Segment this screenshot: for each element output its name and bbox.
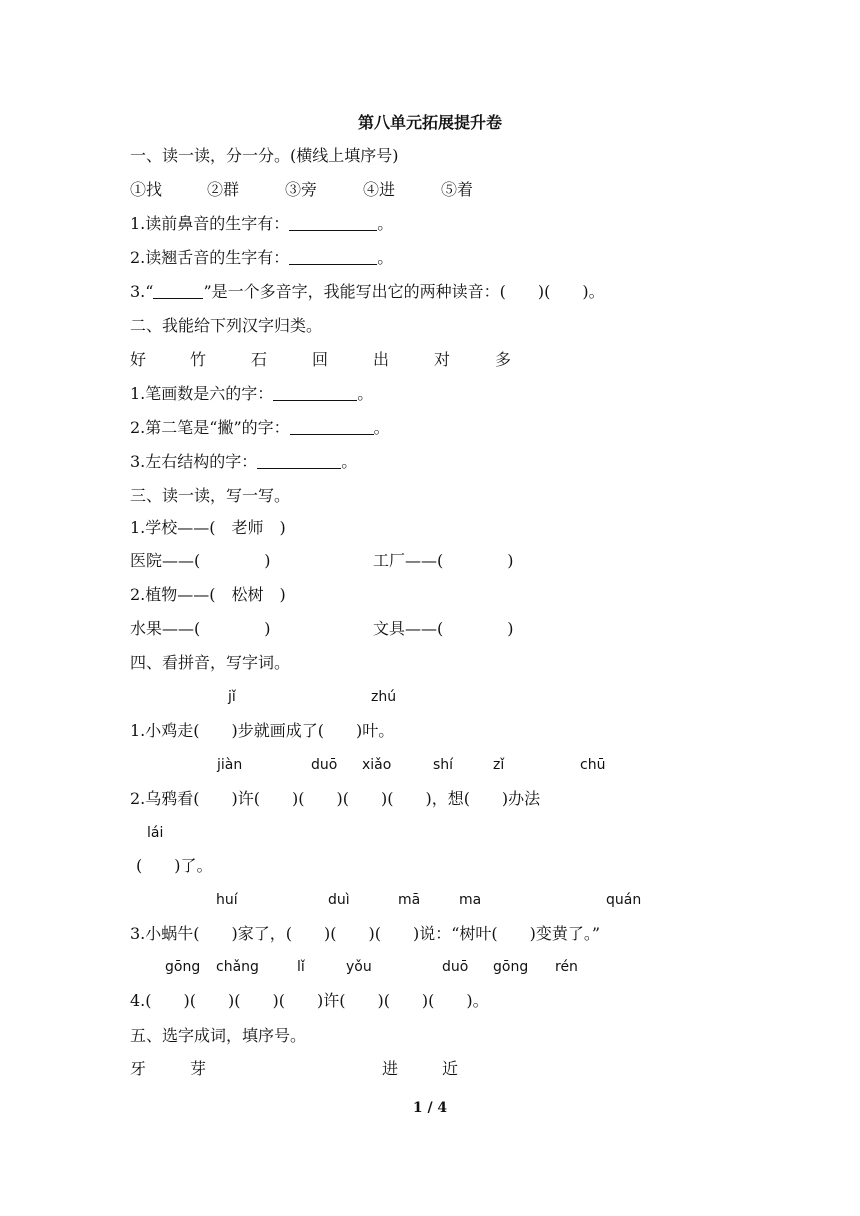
section-heading-text: 五、选字成词，填序号。 [130,1026,307,1045]
question-2-1 [0,381,860,407]
char-item: 对 [434,350,451,369]
pinyin: duō [442,959,469,975]
pinyin: mā [398,892,421,908]
question-1-1 [0,211,860,237]
answer-blank[interactable] [290,416,374,435]
section-1-options [0,177,860,203]
pinyin: gōng [493,959,529,975]
question-text: 。 [341,452,358,471]
example-text: 1.学校——( 老师 ) [130,518,286,537]
pinyin: duō [311,757,338,773]
pinyin-row-3 [0,889,860,915]
char-item: 石 [251,350,268,369]
section-2-heading [0,313,860,339]
question-2-2 [0,415,860,441]
question-text: 。 [373,418,390,437]
question-3-1 [0,548,860,574]
char-item: 牙 [130,1059,147,1078]
char-item: 好 [130,350,147,369]
question-4-2b [0,853,860,879]
question-text[interactable]: 水果——( ) [130,619,271,638]
pinyin: zhú [371,689,397,705]
question-1-3 [0,279,860,305]
char-item: 芽 [190,1059,207,1078]
pinyin: zǐ [493,757,505,773]
question-text[interactable]: 4.( )( )( )( )许( )( )( )。 [130,991,489,1010]
pinyin: xiǎo [362,757,392,773]
answer-blank[interactable] [257,450,341,469]
section-heading-text: 二、我能给下列汉字归类。 [130,316,323,335]
option-item: ②群 [207,180,240,199]
pinyin: lái [147,825,164,841]
question-text[interactable]: ( )了。 [136,856,213,875]
question-text: 2.第二笔是“撇”的字： [130,418,290,437]
question-text: 。 [377,248,394,267]
question-text: 3.“ [130,282,154,301]
example-text: 2.植物——( 松树 ) [130,585,286,604]
pinyin-row-2b [0,822,860,848]
section-heading-text: 四、看拼音，写字词。 [130,653,291,672]
pinyin: yǒu [346,959,372,975]
example-1 [0,515,860,541]
pinyin: ma [459,892,482,908]
question-text: 。 [357,384,374,403]
pinyin: chū [580,757,606,773]
question-2-3 [0,449,860,475]
page-number: 1 / 4 [412,1100,448,1116]
char-item: 出 [373,350,390,369]
pinyin: jiàn [217,757,243,773]
question-text[interactable]: 医院——( ) [130,551,271,570]
section-1-heading [0,143,860,169]
pinyin-row-2 [0,754,860,780]
question-text[interactable]: 文具——( ) [373,619,514,638]
example-2 [0,582,860,608]
pinyin: lǐ [297,959,305,975]
question-4-4 [0,988,860,1014]
section-heading-text: 一、读一读，分一分。(横线上填序号) [130,146,399,165]
option-item: ①找 [130,180,163,199]
answer-blank[interactable] [289,246,377,265]
question-4-3 [0,921,860,947]
option-item: ③旁 [285,180,318,199]
question-text[interactable]: 3.小蜗牛( )家了，( )( )( )说：“树叶( )变黄了。” [130,924,601,943]
question-3-2 [0,616,860,642]
question-text: 1.读前鼻音的生字有： [130,214,290,233]
question-text: 1.笔画数是六的字： [130,384,274,403]
pinyin-row-1 [0,686,860,712]
section-5-chars [0,1056,860,1082]
question-text: 。 [377,214,394,233]
section-4-heading [0,650,860,676]
section-5-heading [0,1023,860,1049]
char-item: 竹 [190,350,207,369]
question-4-2 [0,786,860,812]
option-item: ⑤着 [441,180,474,199]
question-1-2 [0,245,860,271]
pinyin: quán [606,892,642,908]
section-heading-text: 三、读一读，写一写。 [130,486,291,505]
answer-blank[interactable] [153,280,203,299]
question-text: 2.读翘舌音的生字有： [130,248,290,267]
section-2-chars [0,347,860,373]
option-item: ④进 [363,180,396,199]
question-text: 3.左右结构的字： [130,452,258,471]
section-3-heading [0,483,860,509]
char-item: 回 [312,350,329,369]
pinyin: duì [328,892,350,908]
char-item: 进 [382,1059,399,1078]
answer-blank[interactable] [273,382,357,401]
answer-blank[interactable] [289,212,377,231]
char-item: 多 [495,350,512,369]
pinyin: chǎng [216,959,259,975]
char-item: 近 [442,1059,459,1078]
question-text[interactable]: 工厂——( ) [373,551,514,570]
pinyin: rén [555,959,578,975]
pinyin-row-4 [0,956,860,982]
page-title: 第八单元拓展提升卷 [357,113,502,132]
question-text[interactable]: 1.小鸡走( )步就画成了( )叶。 [130,721,395,740]
question-text[interactable]: 2.乌鸦看( )许( )( )( )( )，想( )办法 [130,789,541,808]
pinyin: jǐ [228,689,236,705]
question-4-1 [0,718,860,744]
pinyin: shí [433,757,454,773]
pinyin: huí [216,892,238,908]
question-text: ”是一个多音字，我能写出它的两种读音：( )( )。 [203,282,605,301]
pinyin: gōng [165,959,201,975]
